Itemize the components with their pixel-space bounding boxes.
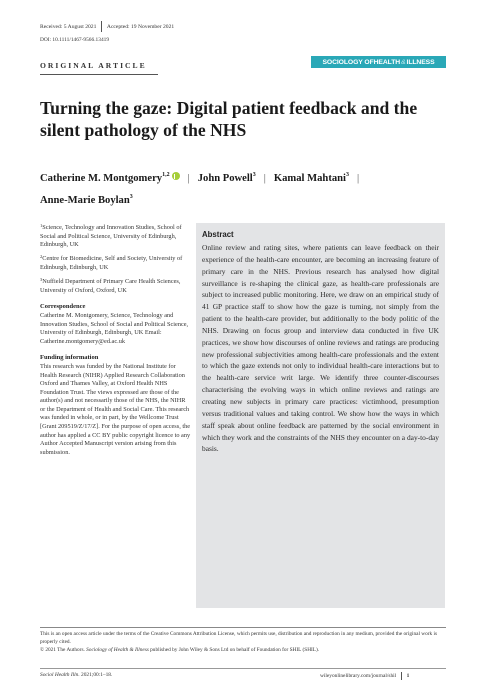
- copyright-line: [40, 647, 450, 655]
- abstract-text: Online review and rating sites, where patients can leave feedback on their experience of the health-care encounter, are becoming an increasing feature of primary care in the NHS. Previous research has analysed how digital surveillance is re-shaping the clinical gaze, as health-care professionals are subject to increased public monitoring. Here, we draw on an empirical study of 41 GP practice staff to show how the gaze is turning, not simply from the patient to the health-care provider, but additionally to the body politic of the NHS. Drawing on focus group and interview data conducted in five UK practices, we show how discourses of online reviews and ratings are producing new professional subjectivities among health-care professionals and the extent to which the gaze extends not only to individual health-care interactions but to the health-care service writ large. We identify three counter-discourses characterising the evolving ways in which online reviews and ratings are creating new subjects in primary care practices: victimhood, presumption versus traditional values and taking control. We show how the ways in which staff speak about online feedback are patterned by the social environment in which they work and the constraints of the NHS they encounter on a day-to-day basis.: [202, 243, 439, 454]
- affiliation-text: Science, Technology and Innovation Studies, School of Social and Political Science, University of Edinburgh, Edinburgh, UK: [40, 224, 182, 249]
- divider: [40, 627, 446, 628]
- footer-right: [320, 672, 409, 680]
- divider: [40, 668, 446, 669]
- author-name[interactable]: John Powell: [197, 173, 253, 184]
- journal-logo-text: HEALTH: [373, 58, 401, 66]
- affiliation-number: 2: [40, 254, 43, 260]
- orcid-icon[interactable]: [172, 172, 180, 180]
- copyright-text: © 2021 The Authors.: [40, 646, 87, 653]
- author-affiliation-sup: 3: [346, 172, 349, 178]
- citation-line: [40, 672, 112, 678]
- accepted-date: Accepted: 19 November 2021: [106, 23, 175, 30]
- journal-url[interactable]: wileyonlinelibrary.com/journal/shil: [320, 673, 397, 680]
- affiliation-text: Centre for Biomedicine, Self and Society, University of Edinburgh, Edinburgh, UK: [40, 255, 183, 271]
- author-name[interactable]: Anne-Marie Boylan: [40, 195, 130, 206]
- article-type: ORIGINAL ARTICLE: [40, 61, 147, 70]
- author-name[interactable]: Catherine M. Montgomery: [40, 173, 163, 184]
- received-date: Received: 5 August 2021: [40, 23, 97, 30]
- journal-logo: [311, 56, 446, 68]
- abstract-heading: Abstract: [202, 230, 234, 239]
- citation-journal: Sociol Health Illn.: [40, 672, 80, 678]
- funding-heading: Funding information: [40, 354, 99, 362]
- affiliation: [40, 276, 192, 295]
- journal-logo-text: ILLNESS: [406, 58, 435, 66]
- license-footnote: [40, 631, 450, 654]
- affiliation-number: 1: [40, 223, 43, 228]
- received-accepted-line: [40, 21, 174, 32]
- affiliation-text: Nuffield Department of Primary Care Health Sciences, University of Oxford, Oxford, UK: [40, 278, 181, 294]
- copyright-journal: Sociology of Health & Illness: [86, 646, 149, 653]
- page-number: 1: [406, 673, 410, 680]
- author-name[interactable]: Kamal Mahtani: [273, 173, 346, 184]
- author-affiliation-sup: 3: [129, 194, 133, 200]
- author-affiliation-sup: 1,2: [162, 172, 170, 178]
- abstract-box: [196, 223, 445, 608]
- journal-logo-ampersand: &: [401, 58, 406, 66]
- author-affiliation-sup: 3: [252, 172, 256, 178]
- correspondence-heading: Correspondence: [40, 303, 86, 311]
- divider: |: [263, 173, 266, 184]
- divider: [401, 672, 402, 680]
- divider: |: [187, 173, 190, 184]
- article-info-column: [40, 222, 192, 457]
- license-text: This is an open access article under the terms of the Creative Commons Attribution License, which permits use, distribution and reproduction in any medium, provided the original work is properly cited.: [40, 631, 438, 645]
- author-list: [40, 166, 460, 210]
- doi[interactable]: DOI: 10.1111/1467-9566.13419: [40, 37, 110, 43]
- divider: [40, 74, 158, 75]
- affiliation-number: 3: [40, 277, 43, 283]
- divider: [101, 21, 102, 32]
- divider: |: [357, 173, 360, 184]
- article-title: Turning the gaze: Digital patient feedback and the silent pathology of the NHS: [40, 98, 418, 140]
- citation-details: 2021;00:1–18.: [79, 672, 113, 678]
- affiliation: [40, 253, 192, 272]
- funding-text: This research was funded by the National Institute for Health Research (NIHR) Applied Research Collaboration Oxford and Thames Valley, at Oxford Health NHS Foundation Trust. The views expressed are those of the author(s) and not necessarily those of the NHS, the NIHR or the Department of Health and Social Care. This research was funded in whole, or in part, by the Wellcome Trust [Grant 209519/Z/17/Z]. For the purpose of open access, the author has applied a CC BY public copyright licence to any Author Accepted Manuscript version arising from this submission.: [40, 362, 191, 456]
- journal-logo-text: SOCIOLOGY OF: [322, 58, 374, 66]
- correspondence-text: Catherine M. Montgomery, Science, Technology and Innovation Studies, School of Social and Political Science, University of Edinburgh, Edinburgh, UK Email: Catherine.montgomery@ed.ac.uk: [40, 311, 189, 345]
- copyright-text: published by John Wiley & Sons Ltd on behalf of Foundation for SHIL (SHIL).: [148, 646, 320, 653]
- affiliation: [40, 222, 192, 250]
